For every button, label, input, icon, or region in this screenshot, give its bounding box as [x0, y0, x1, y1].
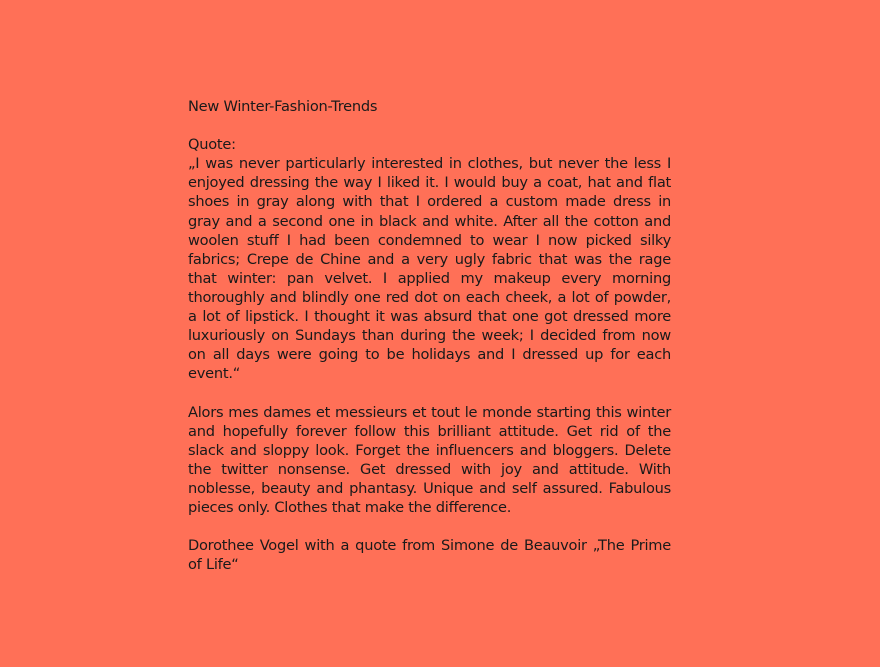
article	[188, 97, 671, 574]
quote-label: Quote:	[188, 136, 236, 154]
quote-block	[188, 135, 671, 383]
attribution: Dorothee Vogel with a quote from Simone de Beauvoir „The Prime of Life“	[188, 537, 671, 574]
body-paragraph: Alors mes dames et messieurs et tout le monde starting this winter and hopefully forever follow this brilliant attitude. Get rid of the slack and sloppy look. Forget the influencers and bloggers. Delete the twitter nonsense. Get dressed with joy and attitude. With noblesse, beauty and phantasy. Unique and self assured. Fabulous pieces only. Clothes that make the difference.	[188, 403, 671, 516]
quote-text: „I was never particularly interested in clothes, but never the less I enjoyed dressing the way I liked it. I would buy a coat, hat and flat shoes in gray along with that I ordered a custom made dress in gray and a second one in black and white. After all the cotton and woolen stuff I had been condemned to wear I now picked silky fabrics; Crepe de Chine and a very ugly fabric that was the rage that winter: pan velvet. I applied my makeup every morning thoroughly and blindly one red dot on each cheek, a lot of powder, a lot of lipstick. I thought it was absurd that one got dressed more luxuriously on Sundays than during the week; I decided from now on all days were going to be holidays and I dressed up for each event.“	[188, 155, 671, 383]
article-title: New Winter-Fashion-Trends	[188, 98, 378, 115]
